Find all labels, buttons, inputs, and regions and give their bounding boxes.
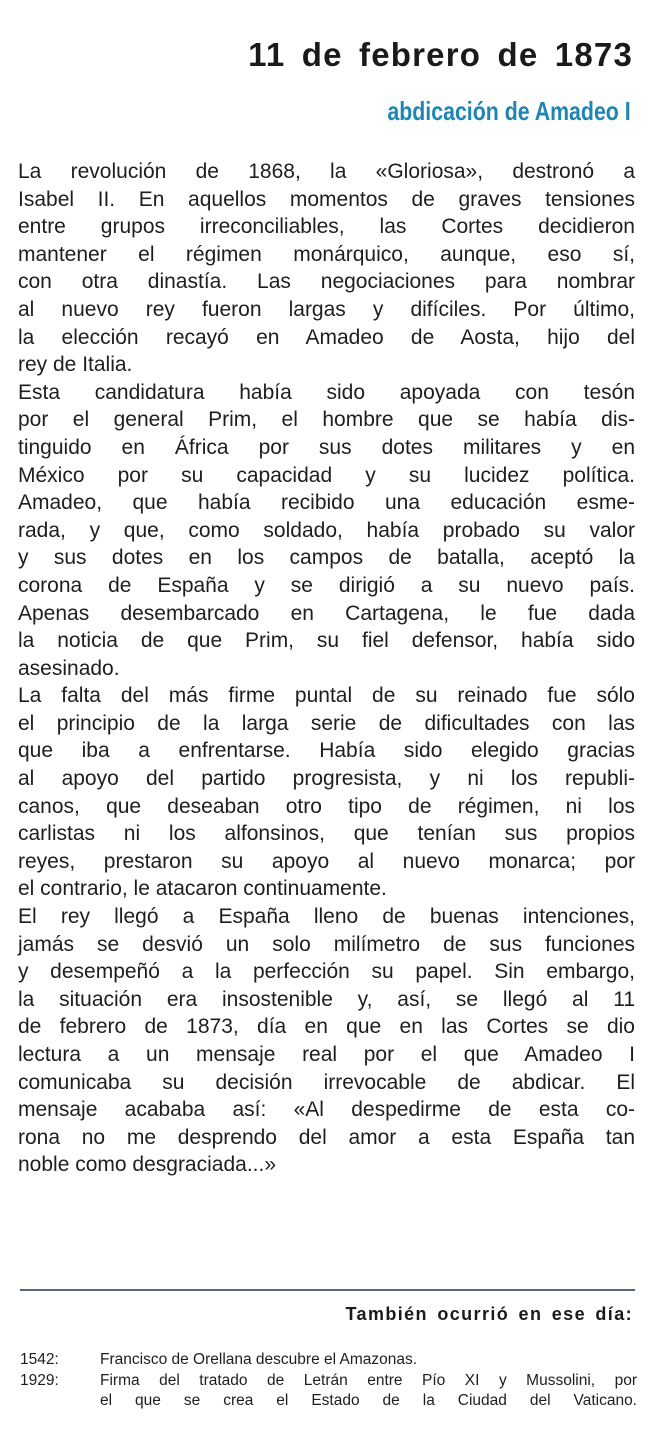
text-line: rey de Italia. [18, 353, 133, 377]
text-line: Amadeo, que había recibido una educación esme- [18, 491, 635, 515]
text-line: la noticia de que Prim, su fiel defensor, había sido [18, 629, 635, 653]
text-line: El rey llegó a España lleno de buenas intenciones, [18, 905, 635, 929]
text-line: Isabel II. En aquellos momentos de graves tensiones [18, 187, 635, 211]
text-line: por el general Prim, el hombre que se había dis- [18, 408, 635, 432]
text-line: mensaje acababa así: «Al despedirme de esta co- [18, 1098, 635, 1122]
text-line: mantener el régimen monárquico, aunque, eso sí, [18, 242, 635, 266]
text-line: canos, que deseaban otro tipo de régimen, ni los [18, 794, 635, 818]
text-line: al nuevo rey fueron largas y difíciles. Por último, [18, 297, 635, 321]
text-line: el principio de la larga serie de dificultades con las [18, 711, 635, 735]
text-line: con otra dinastía. Las negociaciones para nombrar [18, 270, 635, 294]
text-line: comunicaba su decisión irrevocable de abdicar. El [18, 1070, 635, 1094]
text-line: rada, y que, como soldado, había probado su valor [18, 518, 635, 542]
section-divider [20, 1289, 635, 1291]
event-year: 1929: [20, 1371, 59, 1389]
text-line: rona no me desprendo del amor a esta España tan [18, 1125, 635, 1149]
text-line: México por su capacidad y su lucidez política. [18, 463, 635, 487]
text-line: lectura a un mensaje real por el que Amadeo I [18, 1043, 635, 1066]
text-line: entre grupos irreconciliables, las Cortes decidieron [18, 215, 635, 239]
event-year: 1542: [20, 1351, 59, 1368]
paragraph-4 [18, 903, 635, 1179]
text-line: al apoyo del partido progresista, y ni los republi- [18, 767, 635, 791]
text-line: y desempeñó a la perfección su papel. Sin embargo, [18, 960, 635, 984]
text-line: La falta del más firme puntal de su reinado fue sólo [18, 684, 635, 708]
text-line: de febrero de 1873, día en que en las Cortes se dio [18, 1015, 635, 1039]
event-line: el que se crea el Estado de la Ciudad del Vaticano. [100, 1392, 637, 1409]
text-line: reyes, prestaron su apoyo al nuevo monarca; por [18, 849, 635, 873]
text-line: y sus dotes en los campos de batalla, aceptó la [18, 546, 635, 570]
text-line: noble como desgraciada...» [18, 1153, 276, 1177]
article-body [18, 158, 635, 1179]
text-line: asesinado. [18, 656, 120, 680]
text-line: Esta candidatura había sido apoyada con tesón [18, 380, 635, 404]
text-line: tinguido en África por sus dotes militares y en [18, 435, 635, 459]
paragraph-1 [18, 158, 635, 379]
paragraph-2 [18, 379, 635, 683]
text-line: carlistas ni los alfonsinos, que tenían sus propios [18, 822, 635, 846]
event-subtitle: abdicación de Amadeo I [387, 96, 631, 126]
text-line: La revolución de 1868, la «Gloriosa», destronó a [18, 160, 635, 183]
text-line: el contrario, le atacaron continuamente. [18, 877, 387, 901]
list-item [20, 1371, 637, 1412]
paragraph-3 [18, 682, 635, 903]
text-line: que iba a enfrentarse. Había sido elegido gracias [18, 739, 635, 763]
event-line: Francisco de Orellana descubre el Amazonas. [100, 1351, 418, 1368]
event-line: Firma del tratado de Letrán entre Pío XI y Mussolini, por [100, 1371, 637, 1389]
text-line: Apenas desembarcado en Cartagena, le fue dada [18, 601, 635, 625]
event-description [100, 1371, 637, 1412]
date-title: 11 de febrero de 1873 [248, 36, 633, 73]
text-line: la elección recayó en Amadeo de Aosta, hijo del [18, 325, 635, 349]
text-line: la situación era insostenible y, así, se llegó al 11 [18, 987, 635, 1011]
text-line: jamás se desvió un solo milímetro de sus funciones [18, 932, 635, 956]
list-item [20, 1350, 637, 1371]
events-list [20, 1350, 637, 1412]
event-description [100, 1350, 637, 1371]
text-line: corona de España y se dirigió a su nuevo país. [18, 573, 635, 597]
also-on-this-day-heading: También ocurrió en ese día: [345, 1304, 633, 1324]
